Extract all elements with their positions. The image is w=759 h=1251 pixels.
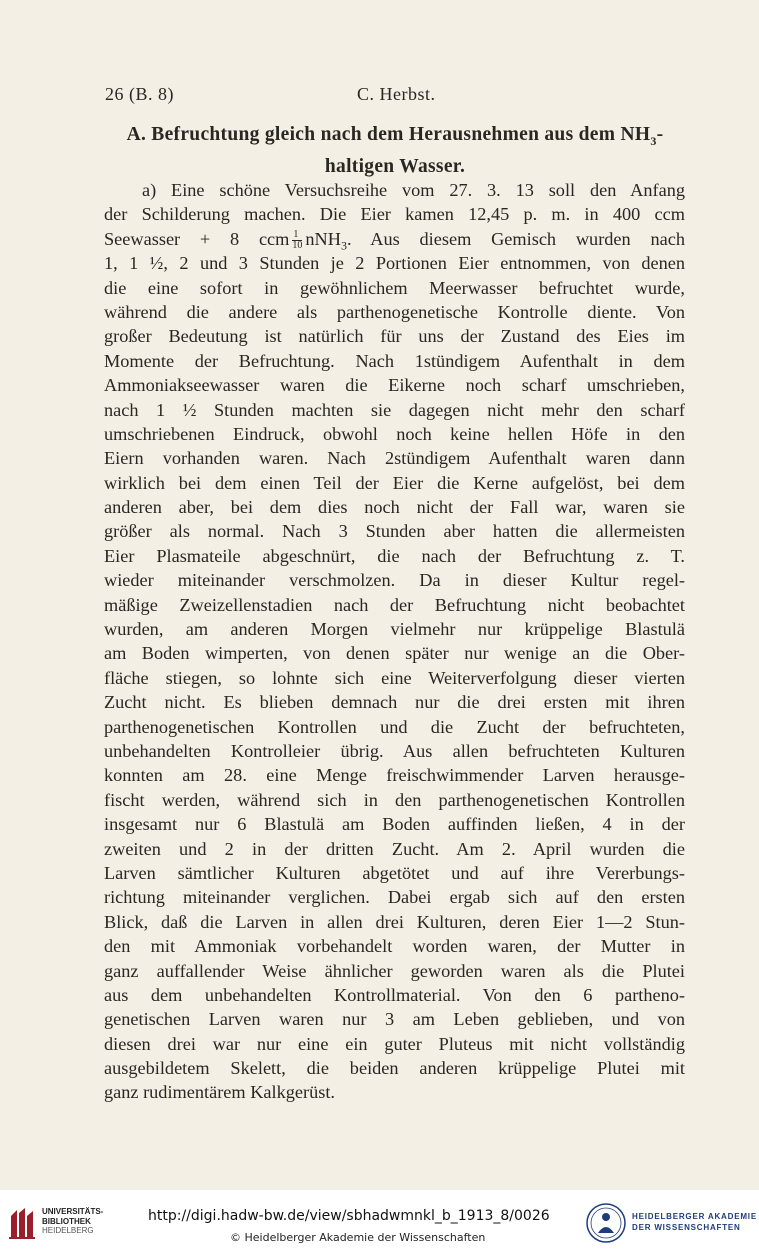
text-line: wurden, am anderen Morgen vielmehr nur krüppelige Blastulä — [104, 619, 685, 640]
text-line: während die andere als parthenogenetische Kontrolle diente. Von — [104, 301, 685, 322]
text-line: diesen drei war nur eine ein guter Pluteus mit nicht vollständig — [104, 1033, 685, 1054]
text-line: Zucht nicht. Es blieben demnach nur die drei ersten mit ihren — [104, 692, 685, 713]
text-line: ganz rudimentärem Kalkgerüst. — [104, 1082, 335, 1103]
author-name: C. Herbst. — [357, 84, 436, 104]
text-line: insgesamt nur 6 Blastulä am Boden auffinden ließen, 4 in der — [104, 814, 685, 835]
page-number: 26 (B. 8) — [105, 84, 174, 104]
text-line: die eine sofort in gewöhnlichem Meerwasser befruchtet wurde, — [104, 277, 685, 298]
text-line: am Boden wimperten, von denen später nur wenige an die Ober- — [104, 643, 685, 664]
text-line: parthenogenetischen Kontrollen und die Zucht der befruchteten, — [104, 716, 685, 737]
body-text — [104, 178, 685, 1105]
text-line: nach 1 ½ Stunden machten sie dagegen nicht mehr den scharf — [104, 399, 685, 420]
text-line: unbehandelten Kontrolleier übrig. Aus allen befruchteten Kulturen — [104, 740, 685, 761]
text-line: konnten am 28. eine Menge freischwimmender Larven herausge- — [104, 765, 685, 786]
text-line: 1, 1 ½, 2 und 3 Stunden je 2 Portionen Eier entnommen, von denen — [104, 253, 685, 274]
section-heading — [100, 122, 690, 180]
text-line: ganz auffallender Weise ähnlicher geworden waren als die Plutei — [104, 960, 685, 981]
text-line: genetischen Larven waren nur 3 am Leben geblieben, und von — [104, 1009, 685, 1030]
text-line: aus dem unbehandelten Kontrollmaterial. Von den 6 partheno- — [104, 984, 685, 1005]
heading-line-1: A. Befruchtung gleich nach dem Herausnehmen aus dem $NH_3-$ — [126, 124, 664, 148]
fraction: $\frac{1}{10}$ — [292, 229, 303, 252]
text-line: Blick, daß die Larven in allen drei Kulturen, deren Eier 1—2 Stun- — [104, 911, 685, 932]
text-line: mäßige Zweizellenstadien nach der Befruchtung nicht beobachtet — [104, 594, 685, 615]
university-library-name: UNIVERSITÄTS- BIBLIOTHEK HEIDELBERG — [42, 1207, 104, 1235]
heading-line-2: haltigen Wasser. — [324, 155, 466, 177]
university-library-logo-icon — [8, 1206, 36, 1240]
text-line: größer als normal. Nach 3 Stunden aber hatten die allermeisten — [104, 521, 685, 542]
text-line: ausgebildetem Skelett, die beiden anderen krüppelige Plutei mit — [104, 1058, 685, 1079]
text-line: wieder miteinander verschmolzen. Da in dieser Kultur regel- — [104, 570, 685, 591]
academy-seal-icon — [586, 1203, 626, 1243]
text-line: fischt werden, während sich in den parthenogenetischen Kontrollen — [104, 789, 685, 810]
text-line: umschriebenen Eindruck, obwohl noch keine hellen Höfe in den — [104, 423, 685, 444]
text-line: Larven sämtlicher Kulturen abgetötet und auf ihre Vererbungs- — [104, 862, 685, 883]
footer-bar — [0, 1190, 759, 1251]
copyright-notice: © Heidelberger Akademie der Wissenschaften — [230, 1231, 486, 1244]
text-line: anderen aber, bei dem dies noch nicht der Fall war, waren sie — [104, 497, 685, 518]
text-line: Momente der Befruchtung. Nach 1stündigem Aufenthalt in dem — [104, 350, 685, 371]
text-line: richtung miteinander verglichen. Dabei ergab sich auf den ersten — [104, 887, 685, 908]
text-line: Eier Plasmateile abgeschnürt, die nach der Befruchtung z. T. — [104, 545, 685, 566]
text-line: fläche stiegen, so lohnte sich eine Weiterverfolgung dieser vierten — [104, 667, 685, 688]
text-line: der Schilderung machen. Die Eier kamen 12,45 p. m. in 400 ccm — [104, 204, 685, 225]
text-line: Ammoniakseewasser waren die Eikerne noch scharf umschrieben, — [104, 375, 685, 396]
text-line: zweiten und 2 in der dritten Zucht. Am 2. April wurden die — [104, 838, 685, 859]
text-line: a) Eine schöne Versuchsreihe vom 27. 3. 13 soll den Anfang — [142, 180, 685, 200]
text-line: Eiern vorhanden waren. Nach 2stündigem Aufenthalt waren dann — [104, 448, 685, 469]
text-line: den mit Ammoniak vorbehandelt worden waren, der Mutter in — [104, 936, 685, 957]
text-line: großer Bedeutung ist natürlich für uns der Zustand des Eies im — [104, 326, 685, 347]
source-url-link[interactable]: http://digi.hadw-bw.de/view/sbhadwmnkl_b_1913_8/0026 — [148, 1208, 550, 1224]
academy-name: HEIDELBERGER AKADEMIE DER WISSENSCHAFTEN — [632, 1212, 757, 1232]
text-line: wirklich bei dem einen Teil der Eier die Kerne aufgelöst, bei dem — [104, 472, 685, 493]
text-line: Seewasser + 8 ccm $\frac{1}{10}$ nNH$_3$. Aus diesem Gemisch wurden nach — [104, 228, 685, 253]
